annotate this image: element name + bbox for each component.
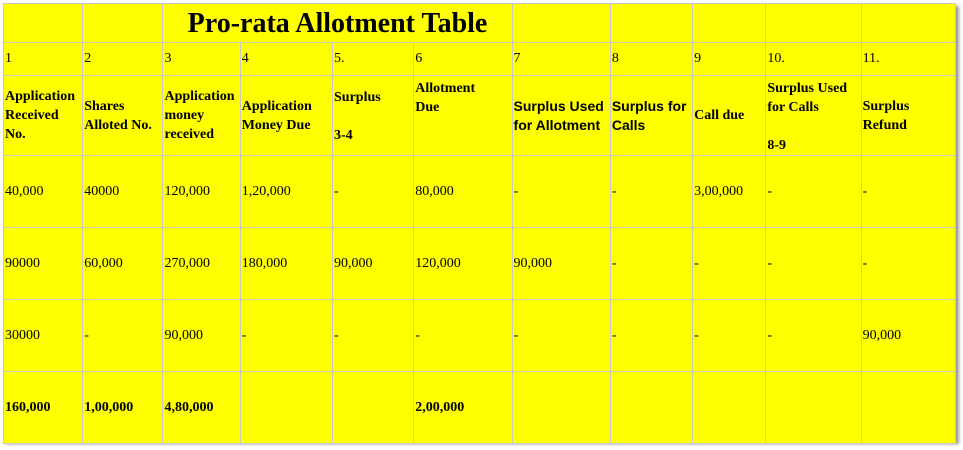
header-surplus-used-for-allotment: Surplus Used for Allotment: [512, 76, 610, 156]
table-row: [4, 156, 956, 228]
title-blank-cell: [512, 4, 610, 43]
table-cell: 90000: [4, 228, 83, 300]
header-allotment-due: Allotment Due: [414, 76, 512, 156]
table-cell: -: [414, 300, 512, 372]
column-number: 1: [4, 43, 83, 76]
title-blank-cell: [4, 4, 83, 43]
column-number: 3: [163, 43, 240, 76]
table-cell: -: [766, 156, 861, 228]
table-cell: 120,000: [163, 156, 240, 228]
table-cell: -: [333, 156, 414, 228]
column-number: 7: [512, 43, 610, 76]
title-blank-cell: [861, 4, 955, 43]
table-cell: -: [512, 300, 610, 372]
table-cell: 3,00,000: [693, 156, 766, 228]
header-surplus-for-calls: Surplus for Calls: [610, 76, 692, 156]
total-cell: 2,00,000: [414, 372, 512, 444]
table-cell: -: [693, 300, 766, 372]
table-cell: 90,000: [861, 300, 955, 372]
total-cell: 4,80,000: [163, 372, 240, 444]
column-number: 4: [240, 43, 332, 76]
title-blank-cell: [610, 4, 692, 43]
table-cell: 40,000: [4, 156, 83, 228]
table-title: Pro-rata Allotment Table: [163, 4, 512, 43]
title-row: [4, 4, 956, 43]
total-cell: [240, 372, 332, 444]
header-application-received: Application Received No.: [4, 76, 83, 156]
total-cell: 160,000: [4, 372, 83, 444]
table-cell: 180,000: [240, 228, 332, 300]
column-number-row: [4, 43, 956, 76]
table-cell: -: [693, 228, 766, 300]
column-number: 6: [414, 43, 512, 76]
table-row: [4, 228, 956, 300]
total-cell: [693, 372, 766, 444]
table-cell: 80,000: [414, 156, 512, 228]
table-cell: -: [610, 156, 692, 228]
total-cell: [610, 372, 692, 444]
table-cell: 1,20,000: [240, 156, 332, 228]
table-cell: -: [610, 300, 692, 372]
table-cell: -: [83, 300, 163, 372]
column-number: 9: [693, 43, 766, 76]
column-number: 10.: [766, 43, 861, 76]
table-cell: 40000: [83, 156, 163, 228]
header-call-due: Call due: [693, 76, 766, 156]
total-cell: 1,00,000: [83, 372, 163, 444]
pro-rata-allotment-table: [3, 3, 956, 444]
title-blank-cell: [83, 4, 163, 43]
table-cell: 270,000: [163, 228, 240, 300]
table-cell: -: [333, 300, 414, 372]
table-cell: 60,000: [83, 228, 163, 300]
total-cell: [333, 372, 414, 444]
header-shares-alloted: Shares Alloted No.: [83, 76, 163, 156]
header-row: [4, 76, 956, 156]
title-blank-cell: [766, 4, 861, 43]
table-cell: -: [861, 228, 955, 300]
table-cell: 90,000: [333, 228, 414, 300]
table-cell: -: [766, 228, 861, 300]
header-application-money-received: Application money received: [163, 76, 240, 156]
table-cell: 90,000: [163, 300, 240, 372]
header-application-money-due: Application Money Due: [240, 76, 332, 156]
column-number: 2: [83, 43, 163, 76]
title-blank-cell: [693, 4, 766, 43]
totals-row: [4, 372, 956, 444]
table-cell: -: [240, 300, 332, 372]
column-number: 11.: [861, 43, 955, 76]
table-cell: 90,000: [512, 228, 610, 300]
table-cell: 120,000: [414, 228, 512, 300]
table-row: [4, 300, 956, 372]
table-cell: -: [766, 300, 861, 372]
total-cell: [766, 372, 861, 444]
allotment-table-panel: [3, 3, 956, 441]
column-number: 8: [610, 43, 692, 76]
header-surplus: Surplus 3-4: [333, 76, 414, 156]
header-surplus-refund: Surplus Refund: [861, 76, 955, 156]
header-surplus-used-for-calls: Surplus Used for Calls 8-9: [766, 76, 861, 156]
table-cell: 30000: [4, 300, 83, 372]
column-number: 5.: [333, 43, 414, 76]
table-cell: -: [512, 156, 610, 228]
total-cell: [861, 372, 955, 444]
table-cell: -: [610, 228, 692, 300]
total-cell: [512, 372, 610, 444]
table-cell: -: [861, 156, 955, 228]
